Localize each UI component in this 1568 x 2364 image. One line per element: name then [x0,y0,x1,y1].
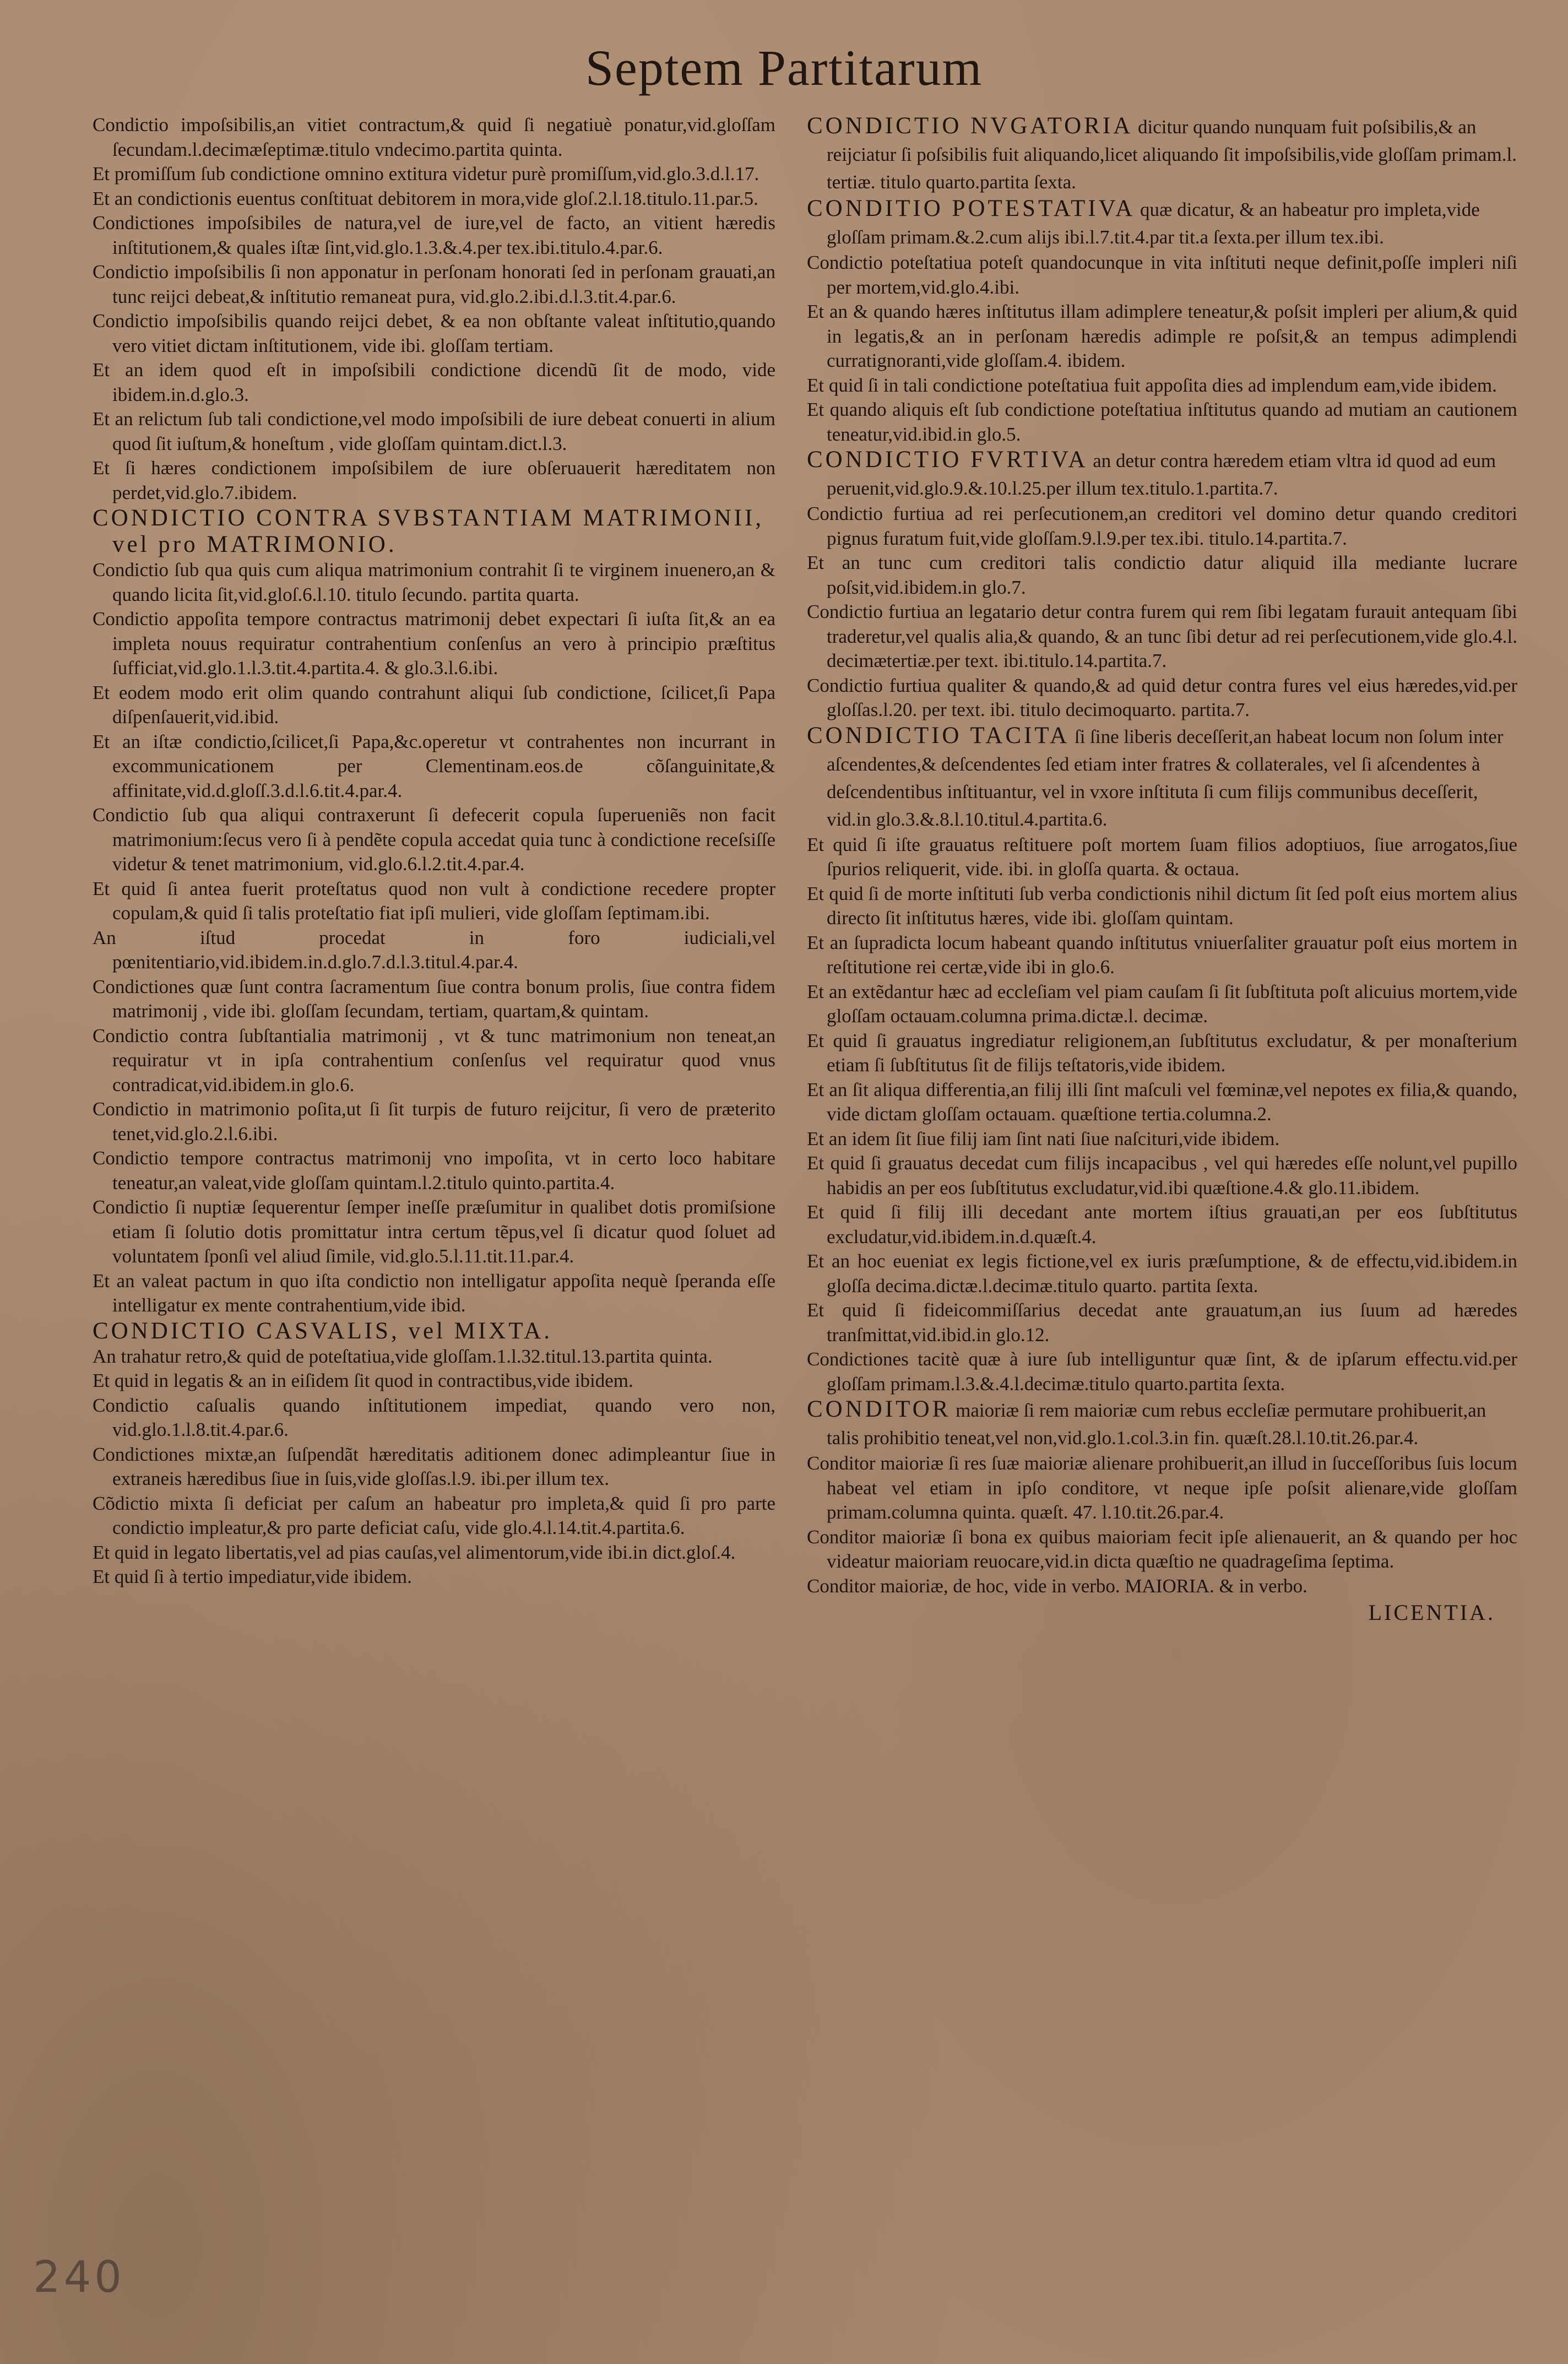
index-entry: Et an condictionis euentus conſtituat debitorem in mora,vide gloſ.2.l.18.titulo.11.par.5. [93,187,758,209]
index-entry: Condictio ſub qua quis cum aliqua matrimonium contrahit ſi te virginem inuenero,an & quando licita ſit,vid.gloſ.6.l.10. titulo ſecundo. partita quarta. [93,559,775,605]
index-entry: Cõdictio mixta ſi deficiat per caſum an habeatur pro impleta,& quid ſi pro parte condictio impleatur,& pro parte deficiat caſu, vide glo.4.l.14.tit.4.partita.6. [93,1492,775,1538]
rubric-heading [807,113,1517,196]
index-entry: Et quando aliquis eſt ſub condictione poteſtatiua inſtitutus quando ad mutiam an cautionem teneatur,vid.ibid.in glo.5. [807,399,1517,445]
rubric-title: CONDICTIO CASVALIS, vel MIXTA. [93,1317,552,1344]
rubric-text: an detur contra hæredem etiam vltra id quod ad eum peruenit,vid.glo.9.&.10.l.25.per illum tex.titulo.1.partita.7. [827,450,1496,499]
rubric-text: ſi ſine liberis deceſſerit,an habeat locum non ſolum inter aſcendentes,& deſcendentes ſed etiam inter fratres & collaterales, vel ſi aſcendentes à deſcendentibus inſtituantur, vel in vxore inſtituta ſi cum filijs communibus deceſſerit, vid.in glo.3.&.8.l.10.titul.4.partita.6. [827,725,1504,830]
index-entry: Et quid ſi in tali condictione poteſtatiua fuit appoſita dies ad implendum eam,vide ibidem. [807,374,1497,396]
index-entry: Condictio ſub qua aliqui contraxerunt ſi defecerit copula ſuperueniẽs non facit matrimonium:ſecus vero ſi à pendẽte copula accedat quia tunc à condictione receſsiſſe videtur & tenet matrimonium, vid.glo.6.l.2.tit.4.par.4. [93,804,775,875]
index-entry: Et quid ſi fideicommiſſarius decedat ante grauatum,an ius ſuum ad hæredes tranſmittat,vid.ibid.in glo.12. [807,1299,1517,1346]
index-entry: Et an tunc cum creditori talis condictio datur aliquid illa mediante lucrare poſsit,vid.ibidem.in glo.7. [807,552,1517,598]
rubric-title: CONDICTIO CONTRA SVBSTANTIAM MATRIMONII, vel pro MATRIMONIO. [93,505,764,557]
index-entry: Et an iſtæ condictio,ſcilicet,ſi Papa,&c.operetur vt contrahentes non incurrant in excommunicationem per Clementinam.eos.de cõſanguinitate,& affinitate,vid.d.gloſſ.3.d.l.6.tit.4.par.4. [93,730,775,801]
page-header: Septem Partitarum [585,40,983,96]
left-column [93,113,775,1590]
rubric-title: CONDICTIO FVRTIVA [807,447,1088,473]
rubric-heading [93,505,775,558]
index-entry: Condictio furtiua an legatario detur contra furem qui rem ſibi legatam furauit antequam ſibi traderetur,vel qualis alia,& quando, & an tunc ſibi detur ad rei perſecutionem,vide glo.4.l. decimætertiæ.per text. ibi.titulo.14.partita.7. [807,601,1517,671]
index-entry: Condictiones mixtæ,an ſuſpendãt hæreditatis aditionem donec adimpleantur ſiue in extraneis hæredibus ſiue in ſuis,vide gloſſas.l.9. ibi.per illum tex. [93,1443,775,1489]
index-entry: Et an relictum ſub tali condictione,vel modo impoſsibili de iure debeat conuerti in alium quod ſit iuſtum,& honeſtum , vide gloſſam quintam.dict.l.3. [93,408,775,454]
index-entry: Et an valeat pactum in quo iſta condictio non intelligatur appoſita nequè ſperanda eſſe intelligatur ex mente contrahentium,vide ibid. [93,1270,775,1316]
rubric-title: CONDICTIO TACITA [807,722,1070,749]
index-entry: Conditor maioriæ, de hoc, vide in verbo. MAIORIA. & in verbo. [807,1575,1307,1597]
rubric-title: CONDICTIO NVGATORIA [807,113,1133,139]
index-entry: Condictio poteſtatiua poteſt quandocunque in vita inſtituti neque definit,poſſe impleri niſi per mortem,vid.glo.4.ibi. [807,252,1517,298]
index-entry: Condictiones quæ ſunt contra ſacramentum ſiue contra bonum prolis, ſiue contra fidem matrimonij , vide ibi. gloſſam ſecundam, tertiam, quartam,& quintam. [93,975,775,1022]
index-entry: Condictio impoſsibilis,an vitiet contractum,& quid ſi negatiuè ponatur,vid.gloſſam ſecundam.l.decimæſeptimæ.titulo vndecimo.partita quinta. [93,114,775,160]
index-entry: An iſtud procedat in foro iudiciali,vel pœnitentiario,vid.ibidem.in.d.glo.7.d.l.3.titul.4.par.4. [93,926,775,973]
rubric-title: CONDITIO POTESTATIVA [807,196,1136,221]
index-entry: Condictio furtiua ad rei perſecutionem,an creditori vel domino detur quando creditori pignus furatum fuit,vide gloſſam.9.l.9.per tex.ibi. titulo.14.partita.7. [807,503,1517,549]
index-entry: Condictio impoſsibilis ſi non apponatur in perſonam honorati ſed in perſonam grauati,an tunc reijci debeat,& inſtitutio remaneat pura, vid.glo.2.ibi.d.l.3.tit.4.par.6. [93,261,775,307]
index-entry: Et quid in legato libertatis,vel ad pias cauſas,vel alimentorum,vide ibi.in dict.gloſ.4. [93,1541,736,1563]
rubric-text: dicitur quando nunquam fuit poſsibilis,& an reijciatur ſi poſsibilis fuit aliquando,licet aliquando ſit impoſsibilis,vide gloſſam primam.l. tertiæ. titulo quarto.partita ſexta. [827,116,1517,193]
index-entry: Condictiones tacitè quæ à iure ſub intelliguntur quæ ſint, & de ipſarum effectu.vid.per gloſſam primam.l.3.&.4.l.decimæ.titulo quarto.partita ſexta. [807,1348,1517,1395]
rubric-heading [807,447,1517,502]
index-entry: Et quid ſi grauatus decedat cum filijs incapacibus , vel qui hæredes eſſe nolunt,vel pupillo habidis an per eos ſubſtitutus excludatur,vid.ibi quæſtione.4.& glo.11.ibidem. [807,1152,1517,1199]
index-entry: An trahatur retro,& quid de poteſtatiua,vide gloſſam.1.l.32.titul.13.partita quinta. [93,1345,713,1367]
index-entry: Et quid ſi iſte grauatus reſtituere poſt mortem ſuam filios adoptiuos, ſiue arrogatos,ſiue ſpurios reliquerit, vide. ibi. in gloſſa quarta. & octaua. [807,833,1517,880]
index-entry: Et ſi hæres condictionem impoſsibilem de iure obſeruauerit hæreditatem non perdet,vid.glo.7.ibidem. [93,457,775,503]
page-number: 240 [33,2253,125,2302]
rubric-heading [93,1318,775,1344]
index-entry: Condictio appoſita tempore contractus matrimonij debet expectari ſi iuſta ſit,& an ea impleta nouus requiratur contrahentium conſenſus an vero à principio præſtitus ſufficiat,vid.glo.1.l.3.tit.4.partita.4. & glo.3.l.6.ibi. [93,608,775,679]
rubric-heading [807,196,1517,251]
index-entry: Et an idem quod eſt in impoſsibili condictione dicendũ ſit de modo, vide ibidem.in.d.glo.3. [93,359,775,405]
catchword: LICENTIA. [1368,1600,1495,1625]
rubric-title: CONDITOR [807,1396,951,1422]
index-entry: Et an & quando hæres inſtitutus illam adimplere teneatur,& poſsit impleri per alium,& quid in legatis,& an in perſonam hæredis adimple re poſsit,& an tempus adimplendi curratignoranti,vide gloſſam.4. ibidem. [807,301,1517,371]
index-entry: Condictio furtiua qualiter & quando,& ad quid detur contra fures vel eius hæredes,vid.per gloſſas.l.20. per text. ibi. titulo decimoquarto. partita.7. [807,674,1517,720]
index-entry: Et eodem modo erit olim quando contrahunt aliqui ſub condictione, ſcilicet,ſi Papa diſpenſauerit,vid.ibid. [93,681,775,728]
index-entry: Conditor maioriæ ſi bona ex quibus maioriam fecit ipſe alienauerit, an & quando per hoc videatur maioriam reuocare,vid.in dicta quæſtio ne quadrageſima ſeptima. [807,1526,1517,1572]
index-entry: Condictio ſi nuptiæ ſequerentur ſemper ineſſe præſumitur in qualibet dotis promiſsione etiam ſi ſolutio dotis promittatur intra certum tẽpus,vel ſi dicatur quod ſoluet ad voluntatem ſponſi vel aliud ſimile, vid.glo.5.l.11.tit.11.par.4. [93,1196,775,1267]
right-column [807,113,1517,1625]
index-entry: Et an ſit aliqua differentia,an filij illi ſint maſculi vel fœminæ,vel nepotes ex filia,& quando, vide dictam gloſſam octauam. quæſtione tertia.columna.2. [807,1078,1517,1125]
index-entry: Et quid ſi grauatus ingrediatur religionem,an ſubſtitutus excludatur, & per monaſterium etiam ſi ſubſtitutus ſit de filijs teſtatoris,vide ibidem. [807,1029,1517,1076]
index-entry: Conditor maioriæ ſi res ſuæ maioriæ alienare prohibuerit,an illud in ſucceſſoribus ſuis locum habeat vel etiam in ipſo conditore, vt neque ipſe poſsit alienare,vide gloſſam primam.columna quinta. quæſt. 47. l.10.tit.26.par.4. [807,1452,1517,1523]
index-entry: Condictio impoſsibilis quando reijci debet, & ea non obſtante valeat inſtitutio,quando vero vitiet dictam inſtitutionem, vide ibi. gloſſam tertiam. [93,310,775,356]
index-entry: Et quid ſi de morte inſtituti ſub verba condictionis nihil dictum ſit ſed poſt eius mortem alius directo ſit inſtitutus hæres, vide ibi. gloſſam quintam. [807,882,1517,929]
index-entry: Et quid ſi filij illi decedant ante mortem iſtius grauati,an per eos ſubſtitutus excludatur,vid.ibidem.in.d.quæſt.4. [807,1201,1517,1248]
index-entry: Et an hoc eueniat ex legis fictione,vel ex iuris præſumptione, & de effectu,vid.ibidem.in gloſſa decima.dictæ.l.decimæ.titulo quarto. partita ſexta. [807,1250,1517,1297]
index-entry: Et an extẽdantur hæc ad eccleſiam vel piam cauſam ſi ſit ſubſtituta poſt alicuius mortem,vide gloſſam octauam.columna prima.dictæ.l. decimæ. [807,980,1517,1027]
index-entry: Et an ſupradicta locum habeant quando inſtitutus vniuerſaliter grauatur poſt eius mortem in reſtitutione rei certæ,vide ibi in glo.6. [807,931,1517,978]
index-entry: Condictio caſualis quando inſtitutionem impediat, quando vero non, vid.glo.1.l.8.tit.4.par.6. [93,1394,775,1440]
index-entry: Et quid ſi à tertio impediatur,vide ibidem. [93,1566,412,1587]
rubric-heading [807,1396,1517,1451]
index-entry: Et quid in legatis & an in eiſidem ſit quod in contractibus,vide ibidem. [93,1370,633,1391]
index-entry: Et an idem ſit ſiue filij iam ſint nati ſiue naſcituri,vide ibidem. [807,1127,1280,1150]
rubric-heading [807,723,1517,833]
index-entry: Condictio tempore contractus matrimonij vno impoſita, vt in certo loco habitare teneatur,an valeat,vide gloſſam quintam.l.2.titulo quinto.partita.4. [93,1147,775,1194]
rubric-text: quæ dicatur, & an habeatur pro impleta,vide gloſſam primam.&.2.cum alijs ibi.l.7.tit.4.par tit.a ſexta.per illum tex.ibi. [827,199,1480,248]
rubric-text: maioriæ ſi rem maioriæ cum rebus eccleſiæ permutare prohibuerit,an talis prohibitio teneat,vel non,vid.glo.1.col.3.in fin. quæſt.28.l.10.tit.26.par.4. [827,1400,1486,1449]
index-entry: Et quid ſi antea fuerit proteſtatus quod non vult à condictione recedere propter copulam,& quid ſi talis proteſtatio fiat ipſi mulieri, vide gloſſam ſeptimam.ibi. [93,877,775,924]
index-entry: Condictio in matrimonio poſita,ut ſi ſit turpis de futuro reijcitur, ſi vero de præterito tenet,vid.glo.2.l.6.ibi. [93,1098,775,1145]
index-entry: Et promiſſum ſub condictione omnino extitura videtur purè promiſſum,vid.glo.3.d.l.17. [93,163,759,185]
index-entry: Condictio contra ſubſtantialia matrimonij , vt & tunc matrimonium non teneat,an requiratur vt in ipſa contrahentium conſenſus vel requiratur quod vnus contradicat,vid.ibidem.in glo.6. [93,1024,775,1096]
index-entry: Condictiones impoſsibiles de natura,vel de iure,vel de facto, an vitient hæredis inſtitutionem,& quales iſtæ ſint,vid.glo.1.3.&.4.per tex.ibi.titulo.4.par.6. [93,212,775,258]
